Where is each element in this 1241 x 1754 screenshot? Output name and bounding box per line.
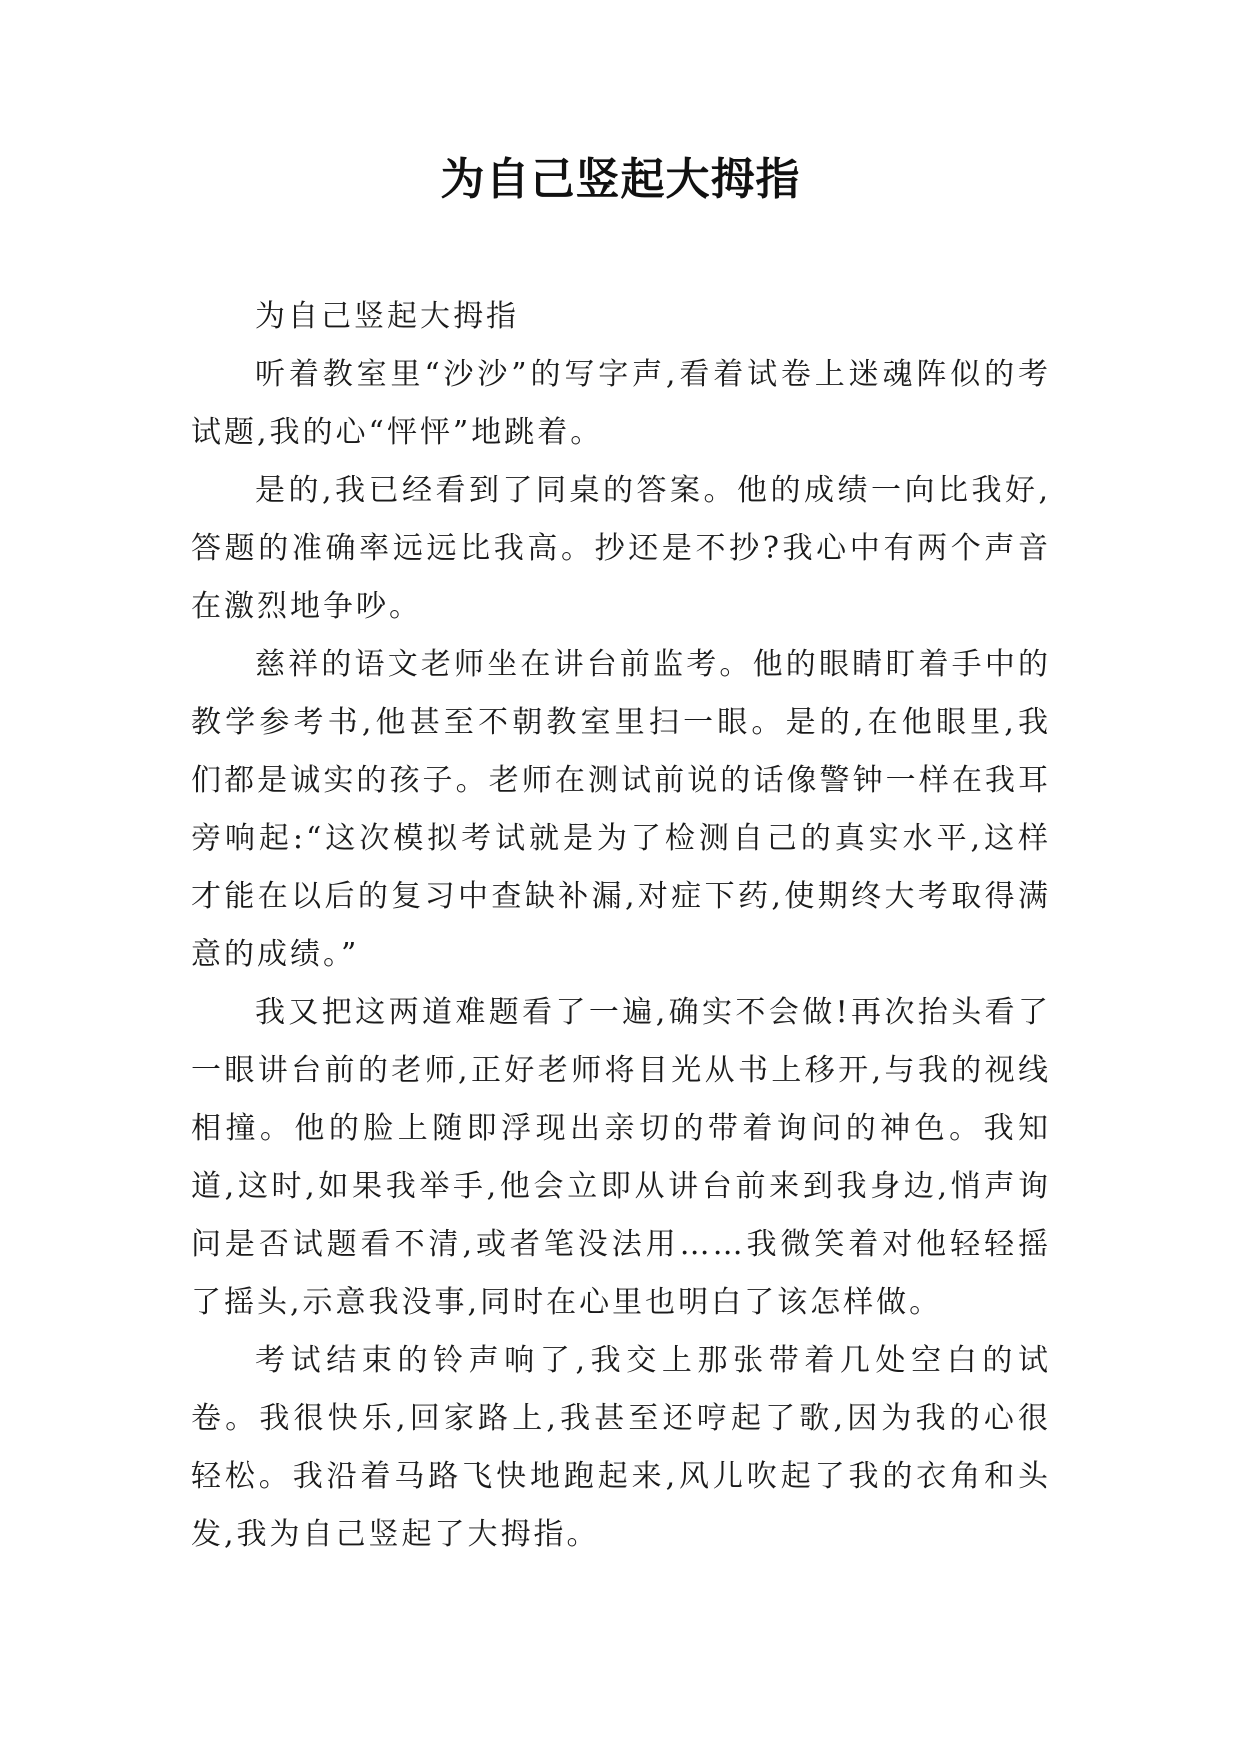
paragraph: 听着教室里“沙沙”的写字声,看着试卷上迷魂阵似的考试题,我的心“怦怦”地跳着。 (191, 357, 1051, 450)
paragraph: 为自己竖起大拇指 (255, 299, 519, 334)
paragraph: 考试结束的铃声响了,我交上那张带着几处空白的试卷。我很快乐,回家路上,我甚至还哼起了歌,因为我的心很轻松。我沿着马路飞快地跑起来,风儿吹起了我的衣角和头发,我为自己竖起了大拇指。 (191, 1343, 1051, 1552)
document-body (191, 288, 1051, 1564)
paragraph: 慈祥的语文老师坐在讲台前监考。他的眼睛盯着手中的教学参考书,他甚至不朝教室里扫一眼。是的,在他眼里,我们都是诚实的孩子。老师在测试前说的话像警钟一样在我耳旁响起:“这次模拟考试就是为了检测自己的真实水平,这样才能在以后的复习中查缺补漏,对症下药,使期终大考取得满意的成绩。” (191, 647, 1051, 972)
document-title: 为自己竖起大拇指 (440, 154, 801, 205)
paragraph: 是的,我已经看到了同桌的答案。他的成绩一向比我好,答题的准确率远远比我高。抄还是不抄?我心中有两个声音在激烈地争吵。 (191, 473, 1051, 624)
paragraph: 我又把这两道难题看了一遍,确实不会做!再次抬头看了一眼讲台前的老师,正好老师将目光从书上移开,与我的视线相撞。他的脸上随即浮现出亲切的带着询问的神色。我知道,这时,如果我举手,他会立即从讲台前来到我身边,悄声询问是否试题看不清,或者笔没法用……我微笑着对他轻轻摇了摇头,示意我没事,同时在心里也明白了该怎样做。 (191, 995, 1051, 1320)
